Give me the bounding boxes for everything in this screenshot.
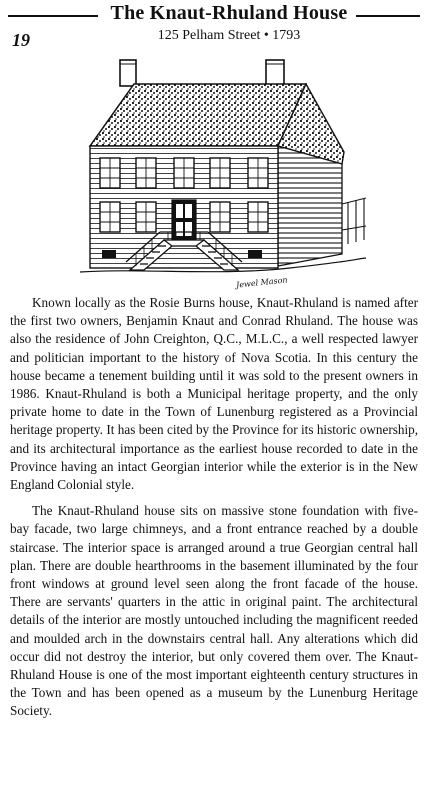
page-number: 19 (12, 30, 30, 50)
header-rule-left (8, 15, 98, 17)
chimney-right (266, 60, 284, 86)
page-header (8, 4, 420, 48)
side-wall (278, 146, 342, 266)
header-rule-right (356, 15, 420, 17)
fence (342, 198, 366, 244)
address-year-subtitle: 125 Pelham Street • 1793 (157, 28, 301, 43)
chimney-left (120, 60, 136, 86)
article-body (10, 294, 418, 721)
paragraph: The Knaut-Rhuland house sits on massive stone foundation with five-bay facade, two large chimneys, and a front entrance reached by a double staircase. The interior space is arranged around a true Georgian central hall plan. There are double hearthrooms in the basement illuminated by the four front windows at ground level seen along the front facade of the house. There are servants' quarters in the attic in original paint. The architectural details of the interior are mostly untouched including the magnificent reeded and moulded arch in the downstairs central hall. Any alterations which did occur did not destroy the interior, but only covered them over. The Knaut-Rhuland House is one of the most important eighteenth century structures in the Town and has been opened as a museum by the Lunenburg Heritage Society. (10, 503, 418, 719)
page-title: The Knaut-Rhuland House (110, 2, 348, 24)
house-drawing (60, 54, 368, 294)
roof (90, 84, 306, 146)
paragraph: Known locally as the Rosie Burns house, Knaut-Rhuland is named after the first two owners, Benjamin Knaut and Conrad Rhuland. The house was also the residence of John Creighton, Q.C., M.L.C., a well respected lawyer and politician important to the history of Nova Scotia. In this century the house became a tenement building until it was sold to the present owners in 1986. Knaut-Rhuland is both a Municipal heritage property, and the only private home to date in the Town of Lunenburg registered as a Provincial heritage property. It has been cited by the Province for its historic ownership, and its architectural importance as the earliest house recorded to date in the Province having an intact Georgian interior while the exterior is in the New England Colonial style. (10, 295, 418, 493)
artist-signature: Jewel Mason (235, 275, 289, 290)
house-illustration (60, 54, 368, 294)
